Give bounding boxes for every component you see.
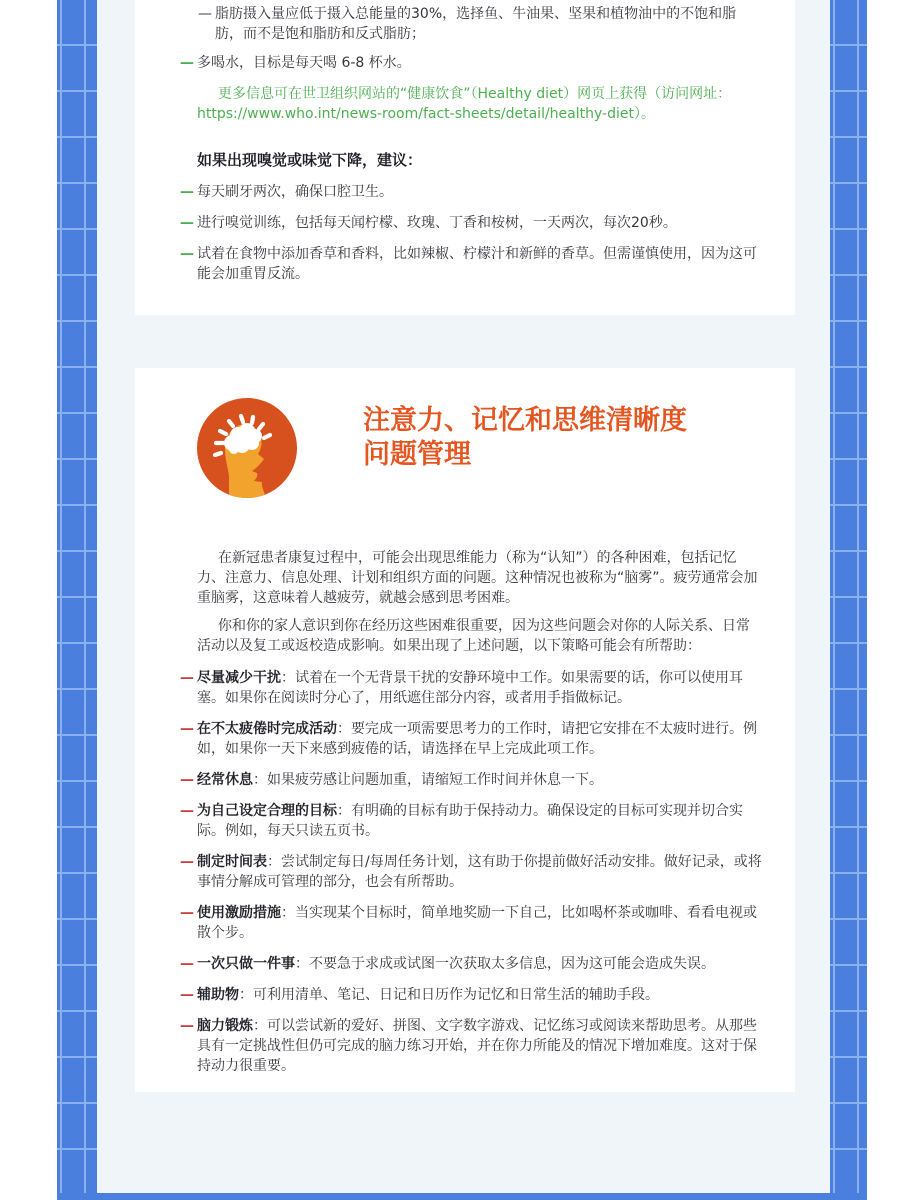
strategy-term: 辅助物 [197, 987, 239, 1003]
strategy-text: ：当实现某个目标时，简单地奖励一下自己，比如喝杯茶或咖啡、看看电视或散个步。 [197, 905, 757, 941]
list-item-water [180, 53, 763, 73]
section-header [197, 398, 763, 498]
strategy-term: 一次只做一件事 [197, 956, 295, 972]
strategy-text: ：尝试制定每日/每周任务计划，这有助于你提前做好活动安排。做好记录，或将事情分解成可管理的部分，也会有所帮助。 [197, 854, 762, 890]
dash-bullet: — [180, 854, 194, 870]
strategy-item-frequent-breaks [180, 770, 763, 790]
note-text-suffix: ）。 [633, 106, 655, 122]
brain-head-icon [197, 398, 297, 498]
dash-bullet: — [180, 905, 194, 921]
list-item-text: 脂肪摄入量应低于摄入总能量的30%，选择鱼、牛油果、坚果和植物油中的不饱和脂肪，而不是饱和脂肪和反式脂肪； [215, 6, 737, 42]
smell-taste-heading: 如果出现嗅觉或味觉下降，建议： [197, 151, 423, 169]
list-item-smell-training [180, 213, 763, 233]
intro-paragraph-2: 你和你的家人意识到你在经历这些困难很重要，因为这些问题会对你的人际关系、日常活动以及复工或返校造成影响。如果出现了上述问题，以下策略可能会有所帮助： [197, 618, 750, 654]
dash-bullet: — [198, 6, 212, 22]
strategy-item-less-tired [180, 719, 763, 759]
strategy-text: ：有明确的目标有助于保持动力。确保设定的目标可实现并切合实际。例如，每天只读五页书。 [197, 803, 743, 839]
dash-bullet: — [180, 956, 194, 972]
left-border-grid-stripe [57, 0, 97, 1193]
strategy-term: 为自己设定合理的目标 [197, 803, 337, 819]
list-item-text: 每天刷牙两次，确保口腔卫生。 [197, 184, 393, 200]
list-item-fat [198, 4, 763, 44]
dash-bullet: — [180, 184, 194, 200]
strategy-text: ：要完成一项需要思考力的工作时，请把它安排在不太疲时进行。例如，如果你一天下来感到疲倦的话，请选择在早上完成此项工作。 [197, 721, 757, 757]
strategy-text: ：可以尝试新的爱好、拼图、文字数字游戏、记忆练习或阅读来帮助思考。从那些具有一定挑战性但仍可完成的脑力练习开始，并在你力所能及的情况下增加难度。这对于保持动力很重要。 [197, 1018, 757, 1074]
dash-bullet: — [180, 772, 194, 788]
list-item-herbs-spices [180, 244, 763, 284]
strategy-item-one-thing [180, 954, 763, 974]
section-title-line2: 问题管理 [363, 439, 471, 470]
strategy-text: ：不要急于求成或试图一次获取太多信息，因为这可能会造成失误。 [295, 956, 715, 972]
strategy-item-timetable [180, 852, 763, 892]
dash-bullet: — [180, 670, 194, 686]
dash-bullet: — [180, 987, 194, 1003]
section-title [363, 398, 687, 472]
dash-bullet: — [180, 215, 194, 231]
bottom-blue-bar [57, 1193, 867, 1200]
dash-bullet: — [180, 246, 194, 262]
right-border-grid-stripe [830, 0, 867, 1193]
list-item-text: 进行嗅觉训练，包括每天闻柠檬、玫瑰、丁香和桉树，一天两次，每次20秒。 [197, 215, 677, 231]
dash-bullet: — [180, 1018, 194, 1034]
strategy-text: ：试着在一个无背景干扰的安静环境中工作。如果需要的话，你可以使用耳塞。如果你在阅读时分心了，用纸遮住部分内容，或者用手指做标记。 [197, 670, 743, 706]
dash-bullet: — [180, 721, 194, 737]
list-item-brush-teeth [180, 182, 763, 202]
strategy-text: ：可利用清单、笔记、日记和日历作为记忆和日常生活的辅助手段。 [239, 987, 659, 1003]
diet-advice-section [135, 0, 795, 315]
list-item-text: 多喝水，目标是每天喝 6-8 杯水。 [197, 55, 411, 71]
section-title-line1: 注意力、记忆和思维清晰度 [363, 405, 687, 436]
strategy-term: 使用激励措施 [197, 905, 281, 921]
strategy-item-reasonable-goals [180, 801, 763, 841]
note-text: 更多信息可在世卫组织网站的“健康饮食”（Healthy diet）网页上获得（访问网址： [218, 86, 732, 102]
dash-bullet: — [180, 55, 194, 71]
list-item-text: 试着在食物中添加香草和香料，比如辣椒、柠檬汁和新鲜的香草。但需谨慎使用，因为这可能会加重胃反流。 [197, 246, 757, 282]
strategy-text: ：如果疲劳感让问题加重，请缩短工作时间并休息一下。 [253, 772, 603, 788]
strategy-item-reduce-distraction [180, 668, 763, 708]
strategy-term: 制定时间表 [197, 854, 267, 870]
strategy-item-incentives [180, 903, 763, 943]
strategy-item-aids [180, 985, 763, 1005]
strategy-term: 尽量减少干扰 [197, 670, 281, 686]
more-info-note [197, 84, 763, 124]
healthy-diet-link[interactable]: https://www.who.int/news-room/fact-sheets/detail/healthy-diet [197, 106, 634, 122]
cognition-section [135, 368, 795, 1092]
strategy-item-brain-exercise [180, 1016, 763, 1076]
dash-bullet: — [180, 803, 194, 819]
strategy-term: 脑力锻炼 [197, 1018, 253, 1034]
strategy-term: 经常休息 [197, 772, 253, 788]
strategy-list [180, 668, 763, 1076]
intro-paragraph-1: 在新冠患者康复过程中，可能会出现思维能力（称为“认知”）的各种困难，包括记忆力、注意力、信息处理、计划和组织方面的问题。这种情况也被称为“脑雾”。疲劳通常会加重脑雾，这意味着人越疲劳，就越会感到思考困难。 [197, 550, 758, 606]
strategy-term: 在不太疲倦时完成活动 [197, 721, 337, 737]
